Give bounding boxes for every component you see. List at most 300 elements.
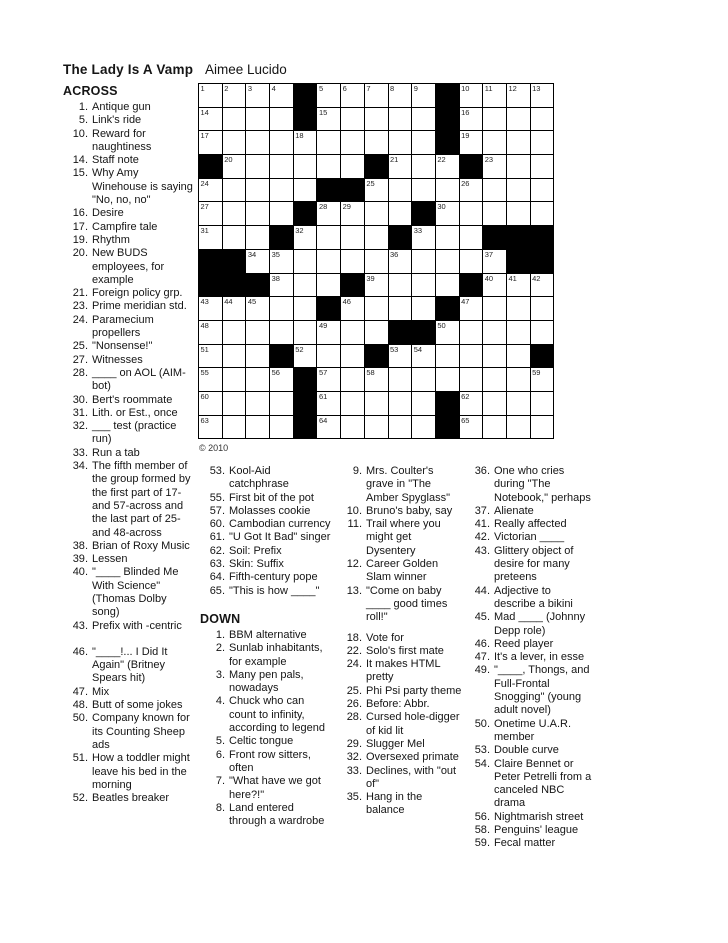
clue-item <box>63 300 196 313</box>
grid-cell <box>412 131 435 154</box>
grid-cell <box>199 179 222 202</box>
clue-item <box>200 505 333 518</box>
clue-text: It makes HTML pretty <box>366 658 441 684</box>
clue-number: 42 . <box>465 531 494 544</box>
clue-item <box>63 367 196 394</box>
grid-cell <box>294 155 317 178</box>
clue-number: 5 . <box>200 735 229 748</box>
grid-cell <box>531 84 554 107</box>
cell-number: 39 <box>366 273 375 283</box>
clue-item <box>200 642 333 669</box>
clue-text: Run a tab <box>92 446 140 459</box>
grid-cell <box>365 226 388 249</box>
clue-item <box>465 585 595 612</box>
clue-number: 10 . <box>337 505 366 518</box>
clue-number: 31 . <box>63 407 92 420</box>
grid-cell-black <box>436 108 459 131</box>
cell-number: 34 <box>247 249 257 259</box>
grid-cell-black <box>199 274 222 297</box>
clue-item <box>337 518 462 558</box>
clue-item <box>337 751 462 764</box>
cell-number: 42 <box>532 273 541 283</box>
grid-cell <box>246 416 269 439</box>
grid-cell <box>341 416 364 439</box>
grid-cell-black <box>436 392 459 415</box>
grid-cell <box>436 250 459 273</box>
grid-cell <box>460 392 483 415</box>
grid-cell <box>365 392 388 415</box>
grid-cell-black <box>365 345 388 368</box>
grid-cell <box>341 321 364 344</box>
clue-item <box>63 420 196 447</box>
grid-cell <box>223 131 246 154</box>
clue-item <box>63 128 196 155</box>
grid-cell <box>507 179 530 202</box>
grid-cell <box>436 202 459 225</box>
clue-number: 24 . <box>63 314 92 341</box>
cell-number: 16 <box>461 107 470 117</box>
grid-cell <box>365 84 388 107</box>
grid-cell <box>389 131 412 154</box>
clue-item <box>63 620 196 633</box>
grid-cell <box>270 416 293 439</box>
clue-item <box>200 735 333 748</box>
clue-number: 49 . <box>465 664 494 717</box>
grid-cell-black <box>531 345 554 368</box>
clue-number: 33 . <box>337 765 366 792</box>
grid-cell <box>246 368 269 391</box>
clue-item <box>200 629 333 642</box>
grid-cell <box>460 297 483 320</box>
clue-number: 56 . <box>465 811 494 824</box>
grid-cell <box>460 321 483 344</box>
clue-item <box>200 669 333 696</box>
grid-cell <box>246 321 269 344</box>
grid-cell <box>531 297 554 320</box>
grid-cell-black <box>460 155 483 178</box>
clue-text: Brian of Roxy Music <box>92 539 190 552</box>
grid-cell-black <box>223 274 246 297</box>
clue-text: Bruno's baby, say <box>366 504 453 517</box>
clue-text: First bit of the pot <box>229 491 314 504</box>
grid-cell-black <box>317 179 340 202</box>
copyright-note: © 2010 <box>199 443 229 453</box>
cell-number: 36 <box>390 249 399 259</box>
grid-cell <box>460 368 483 391</box>
grid-cell-black <box>270 345 293 368</box>
grid-cell <box>436 368 459 391</box>
down-clues-column-3 <box>337 465 462 818</box>
clue-number: 11 . <box>337 518 366 558</box>
clue-number: 59 . <box>465 837 494 850</box>
grid-cell <box>507 416 530 439</box>
grid-cell <box>246 297 269 320</box>
clue-text: Phi Psi party theme <box>366 684 462 697</box>
clue-text: How a toddler might leave his bed in the morning <box>92 752 190 791</box>
clue-item <box>63 553 196 566</box>
grid-cell-black <box>436 84 459 107</box>
grid-cell <box>389 179 412 202</box>
clue-text: "Nonsense!" <box>92 340 153 353</box>
clue-text: Hang in the balance <box>366 791 423 817</box>
clue-number: 2 . <box>200 642 229 669</box>
cell-number: 35 <box>271 249 280 259</box>
clue-item <box>200 545 333 558</box>
grid-cell <box>436 226 459 249</box>
grid-cell <box>412 108 435 131</box>
grid-cell <box>199 131 222 154</box>
clue-item <box>63 540 196 553</box>
grid-cell <box>389 274 412 297</box>
grid-cell <box>223 416 246 439</box>
clue-item <box>465 465 595 505</box>
cell-number: 38 <box>271 273 280 283</box>
grid-cell <box>365 416 388 439</box>
clue-text: ____ on AOL (AIM-bot) <box>92 366 186 393</box>
grid-cell-black <box>270 226 293 249</box>
cell-number: 15 <box>318 107 328 117</box>
clue-item <box>337 711 462 738</box>
grid-cell <box>460 202 483 225</box>
grid-cell <box>246 345 269 368</box>
cell-number: 9 <box>413 84 418 93</box>
clue-item <box>200 465 333 492</box>
grid-cell <box>341 131 364 154</box>
cell-number: 47 <box>461 297 470 307</box>
clue-number: 20 . <box>63 247 92 287</box>
clue-number: 40 . <box>63 566 92 619</box>
clue-item <box>465 651 595 664</box>
grid-cell-black <box>436 416 459 439</box>
grid-cell <box>483 392 506 415</box>
cell-number: 27 <box>200 202 209 212</box>
clue-item <box>63 460 196 540</box>
grid-cell <box>246 226 269 249</box>
grid-cell <box>223 345 246 368</box>
grid-cell <box>389 392 412 415</box>
cell-number: 59 <box>532 368 541 378</box>
grid-cell <box>389 345 412 368</box>
clue-number: 58 . <box>465 824 494 837</box>
clue-number: 54 . <box>465 758 494 811</box>
grid-cell <box>199 226 222 249</box>
grid-cell <box>199 84 222 107</box>
grid-cell <box>270 250 293 273</box>
grid-cell <box>317 108 340 131</box>
cell-number: 29 <box>342 202 351 212</box>
grid-cell-black <box>389 226 412 249</box>
cell-number: 26 <box>461 178 470 188</box>
grid-cell <box>507 345 530 368</box>
clue-text: The fifth member of the group formed by the first part of 17- and 57-across and the last part of 25- and 48-across <box>92 460 191 539</box>
cell-number: 62 <box>461 391 470 401</box>
clue-text: New BUDS employees, for example <box>92 247 165 286</box>
down-clues-column-2 <box>200 629 333 828</box>
grid-cell <box>507 368 530 391</box>
grid-cell <box>341 155 364 178</box>
grid-cell-black <box>412 202 435 225</box>
cell-number: 21 <box>390 155 399 165</box>
clue-item <box>465 611 595 638</box>
cell-number: 55 <box>200 368 209 378</box>
grid-cell <box>365 321 388 344</box>
down-section-header: DOWN <box>200 611 241 626</box>
clue-text: "What have we got here?!" <box>229 775 321 801</box>
cell-number: 18 <box>295 131 304 141</box>
grid-cell <box>294 131 317 154</box>
cell-number: 33 <box>413 226 423 236</box>
cell-number: 2 <box>224 84 229 93</box>
grid-cell <box>460 416 483 439</box>
grid-cell <box>507 297 530 320</box>
cell-number: 8 <box>390 84 395 93</box>
clue-number: 32 . <box>63 420 92 447</box>
grid-cell <box>412 226 435 249</box>
clue-item <box>63 686 196 699</box>
grid-cell <box>389 84 412 107</box>
grid-cell <box>507 321 530 344</box>
grid-cell <box>507 392 530 415</box>
grid-cell <box>341 297 364 320</box>
clue-number: 39 . <box>63 553 92 566</box>
clue-item <box>63 101 196 114</box>
cell-number: 4 <box>271 84 276 93</box>
grid-cell <box>199 321 222 344</box>
cell-number: 5 <box>318 84 324 93</box>
clue-item <box>337 585 462 625</box>
cell-number: 46 <box>342 297 351 307</box>
grid-cell <box>412 416 435 439</box>
cell-number: 64 <box>318 415 328 425</box>
clue-number: 24 . <box>337 658 366 685</box>
grid-cell-black <box>412 321 435 344</box>
grid-cell <box>341 108 364 131</box>
grid-cell <box>483 202 506 225</box>
clue-item <box>63 247 196 287</box>
cell-number: 37 <box>484 249 494 259</box>
clue-text: Reed player <box>494 637 554 650</box>
clue-text: Many pen pals, nowadays <box>229 668 304 695</box>
grid-cell <box>365 179 388 202</box>
clue-number: 30 . <box>63 394 92 407</box>
grid-cell-black <box>246 274 269 297</box>
clue-number: 50 . <box>465 718 494 745</box>
cell-number: 11 <box>484 84 493 93</box>
cell-number: 45 <box>247 297 257 307</box>
grid-cell <box>412 297 435 320</box>
clue-number: 35 . <box>337 791 366 818</box>
clue-item <box>200 775 333 802</box>
clue-text: Lith. or Est., once <box>92 406 178 419</box>
grid-cell <box>460 226 483 249</box>
grid-cell <box>270 155 293 178</box>
grid-cell <box>483 297 506 320</box>
clue-item <box>465 837 595 850</box>
grid-cell-black <box>294 84 317 107</box>
grid-cell <box>483 179 506 202</box>
cell-number: 13 <box>532 84 541 93</box>
clue-text: Reward for naughtiness <box>92 127 152 153</box>
clue-number: 7 . <box>200 775 229 802</box>
clue-item <box>63 207 196 220</box>
grid-cell <box>294 250 317 273</box>
clue-item <box>337 505 462 518</box>
grid-cell <box>317 392 340 415</box>
cell-number: 40 <box>484 273 494 283</box>
grid-cell <box>531 131 554 154</box>
clue-number: 15 . <box>63 167 92 207</box>
grid-cell <box>246 179 269 202</box>
grid-cell <box>365 297 388 320</box>
clue-item <box>465 518 595 531</box>
clue-number: 3 . <box>200 669 229 696</box>
clue-text: ___ test (practice run) <box>92 420 177 446</box>
clue-text: Trail where you might get Dysentery <box>366 518 441 557</box>
clue-number: 38 . <box>63 540 92 553</box>
clue-number: 28 . <box>337 711 366 738</box>
clue-item <box>465 531 595 544</box>
grid-cell <box>436 274 459 297</box>
clue-number: 4 . <box>200 695 229 735</box>
clue-text: Victorian ____ <box>494 531 565 544</box>
grid-cell <box>531 274 554 297</box>
clue-item <box>63 340 196 353</box>
grid-cell <box>317 155 340 178</box>
grid-cell <box>317 250 340 273</box>
grid-cell <box>412 368 435 391</box>
grid-cell <box>389 416 412 439</box>
grid-cell-black <box>341 274 364 297</box>
cell-number: 23 <box>484 155 494 165</box>
grid-cell <box>246 155 269 178</box>
clue-text: Desire <box>92 207 124 220</box>
clue-number: 1 . <box>200 629 229 642</box>
grid-cell <box>223 226 246 249</box>
grid-cell <box>317 345 340 368</box>
cell-number: 41 <box>508 273 517 283</box>
grid-cell <box>507 274 530 297</box>
grid-cell <box>294 179 317 202</box>
clue-text: Sunlab inhabitants, for example <box>229 642 323 668</box>
clue-text: Alienate <box>494 504 534 517</box>
grid-cell <box>531 179 554 202</box>
cell-number: 53 <box>390 344 399 354</box>
clue-item <box>200 531 333 544</box>
grid-cell <box>436 179 459 202</box>
clue-number: 44 . <box>465 585 494 612</box>
clue-item <box>337 698 462 711</box>
clue-text: Vote for <box>366 631 404 644</box>
clue-item <box>337 558 462 585</box>
grid-cell <box>199 202 222 225</box>
clue-number: 28 . <box>63 367 92 394</box>
cell-number: 20 <box>224 155 233 165</box>
grid-cell <box>341 368 364 391</box>
clue-number: 17 . <box>63 221 92 234</box>
clue-text: "____!... I Did It Again" (Britney Spears hit) <box>92 645 168 685</box>
clue-item <box>63 792 196 805</box>
cell-number: 58 <box>366 368 375 378</box>
grid-cell <box>270 297 293 320</box>
clue-text: Onetime U.A.R. member <box>494 717 572 743</box>
grid-cell <box>507 84 530 107</box>
clue-item <box>465 638 595 651</box>
grid-cell <box>365 250 388 273</box>
clue-number: 53 . <box>200 465 229 492</box>
clue-text: "U Got It Bad" singer <box>229 531 331 544</box>
grid-cell-black <box>460 274 483 297</box>
cell-number: 44 <box>224 297 233 307</box>
clue-item <box>465 505 595 518</box>
grid-cell <box>270 321 293 344</box>
clue-item <box>337 658 462 685</box>
clue-text: "Come on baby ____ good times roll!" <box>366 584 448 624</box>
grid-cell <box>531 202 554 225</box>
grid-cell <box>341 250 364 273</box>
clue-text: Soil: Prefix <box>229 544 282 557</box>
grid-cell <box>483 250 506 273</box>
clue-number: 9 . <box>337 465 366 505</box>
clue-number: 23 . <box>63 300 92 313</box>
grid-cell <box>270 84 293 107</box>
clue-text: Antique gun <box>92 101 151 113</box>
clue-text: BBM alternative <box>229 628 307 641</box>
clue-text: Witnesses <box>92 353 143 366</box>
clue-number: 60 . <box>200 518 229 531</box>
grid-cell <box>483 321 506 344</box>
cell-number: 56 <box>271 368 280 378</box>
grid-cell <box>460 84 483 107</box>
clue-text: Foreign policy grp. <box>92 287 183 300</box>
clue-text: Mad ____ (Johnny Depp role) <box>494 611 586 637</box>
grid-cell <box>531 321 554 344</box>
grid-cell <box>270 108 293 131</box>
clue-text: Solo's first mate <box>366 644 444 657</box>
clue-item <box>63 354 196 367</box>
grid-cell <box>460 108 483 131</box>
clue-text: Staff note <box>92 154 139 167</box>
clue-text: Campfire tale <box>92 220 158 233</box>
cell-number: 6 <box>342 84 347 93</box>
clue-item <box>200 585 333 598</box>
grid-cell <box>270 368 293 391</box>
clue-number: 43 . <box>465 545 494 585</box>
clue-number: 46 . <box>465 638 494 651</box>
grid-cell-black <box>294 368 317 391</box>
clue-item <box>200 558 333 571</box>
cell-number: 25 <box>366 178 375 188</box>
clue-text: Career Golden Slam winner <box>366 558 439 584</box>
clue-number: 48 . <box>63 699 92 712</box>
grid-cell <box>483 345 506 368</box>
clue-number: 64 . <box>200 571 229 584</box>
clue-text: "This is how ____" <box>229 584 320 597</box>
clue-text: Mix <box>92 685 110 698</box>
cell-number: 60 <box>200 391 209 401</box>
clue-item <box>63 394 196 407</box>
clue-item <box>63 167 196 207</box>
clue-number: 26 . <box>337 698 366 711</box>
clue-number: 65 . <box>200 585 229 598</box>
clue-item <box>465 758 595 811</box>
cell-number: 14 <box>200 107 209 117</box>
clue-item <box>465 718 595 745</box>
cell-number: 3 <box>247 84 253 93</box>
grid-cell <box>412 84 435 107</box>
grid-cell <box>389 202 412 225</box>
clue-number: 61 . <box>200 531 229 544</box>
grid-cell <box>223 297 246 320</box>
